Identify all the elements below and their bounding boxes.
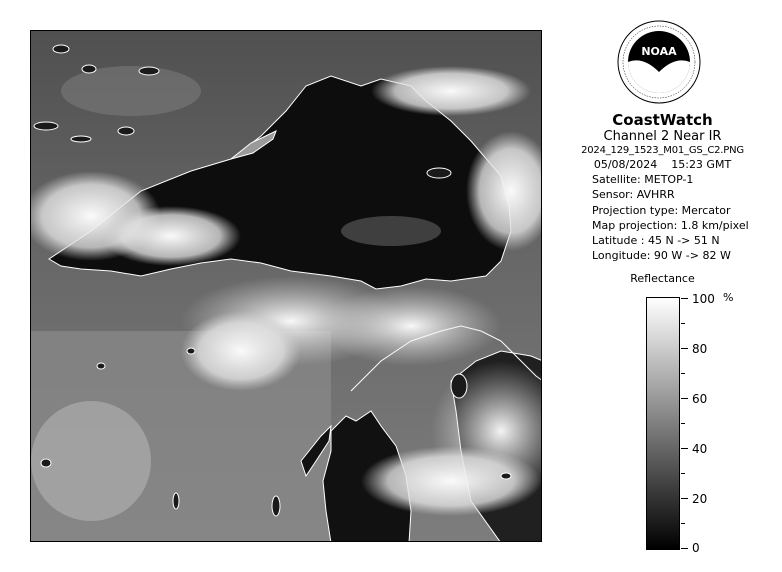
colorbar-label-20: 20 xyxy=(692,492,708,506)
colorbar-label-100: 100 xyxy=(692,292,715,306)
satellite-map xyxy=(30,30,542,542)
colorbar-tick xyxy=(681,473,685,474)
noaa-logo-icon xyxy=(617,20,701,104)
acquisition-time: 15:23 GMT xyxy=(671,158,732,171)
inland-lake xyxy=(139,67,159,75)
colorbar-tick xyxy=(681,323,685,324)
inland-lake xyxy=(118,127,134,135)
colorbar-tick xyxy=(681,448,688,449)
colorbar-label-0: 0 xyxy=(692,541,700,555)
colorbar-tick xyxy=(681,523,685,524)
colorbar-label-40: 40 xyxy=(692,442,708,456)
inland-lake xyxy=(71,136,91,142)
cloud xyxy=(61,66,201,116)
colorbar-tick xyxy=(681,548,688,549)
legend-title: Reflectance xyxy=(630,272,695,285)
acquisition-date: 05/08/2024 xyxy=(593,158,658,171)
inland-lake xyxy=(34,122,58,130)
inland-lake xyxy=(173,493,179,509)
colorbar-tick xyxy=(681,373,685,374)
legend-unit: % xyxy=(723,291,734,304)
map-projection-label: Map projection: 1.8 km/pixel xyxy=(592,218,749,232)
colorbar-label-60: 60 xyxy=(692,392,708,406)
satellite-label: Satellite: METOP-1 xyxy=(592,173,694,187)
channel-label: Channel 2 Near IR xyxy=(603,129,722,144)
product-info xyxy=(560,112,765,263)
inland-lake xyxy=(451,374,467,398)
acquisition-datetime xyxy=(560,157,765,172)
inland-lake xyxy=(427,168,451,178)
latitude-label: Latitude : 45 N -> 51 N xyxy=(592,234,720,248)
cloud xyxy=(361,446,541,516)
product-title: CoastWatch xyxy=(612,111,713,129)
inland-lake xyxy=(501,473,511,479)
sensor-label: Sensor: AVHRR xyxy=(592,188,675,202)
cloud xyxy=(181,311,301,391)
map-image xyxy=(31,31,542,542)
cloud xyxy=(371,66,531,116)
cloud xyxy=(321,286,501,366)
inland-lake xyxy=(187,348,195,354)
svg-text:NOAA: NOAA xyxy=(641,45,677,58)
longitude-label: Longitude: 90 W -> 82 W xyxy=(592,249,731,263)
colorbar-tick xyxy=(681,348,688,349)
colorbar-tick xyxy=(681,298,688,299)
inland-lake xyxy=(97,363,105,369)
colorbar-label-80: 80 xyxy=(692,342,708,356)
cloud xyxy=(101,206,241,266)
file-name: 2024_129_1523_M01_GS_C2.PNG xyxy=(581,145,744,156)
inland-lake xyxy=(41,459,51,467)
inland-lake xyxy=(272,496,280,516)
colorbar-tick xyxy=(681,498,688,499)
reflectance-colorbar xyxy=(646,297,680,550)
inland-lake xyxy=(53,45,69,53)
projection-type-label: Projection type: Mercator xyxy=(592,203,731,217)
colorbar-tick xyxy=(681,398,688,399)
cloud xyxy=(341,216,441,246)
colorbar-tick xyxy=(681,423,685,424)
inland-lake xyxy=(82,65,96,73)
